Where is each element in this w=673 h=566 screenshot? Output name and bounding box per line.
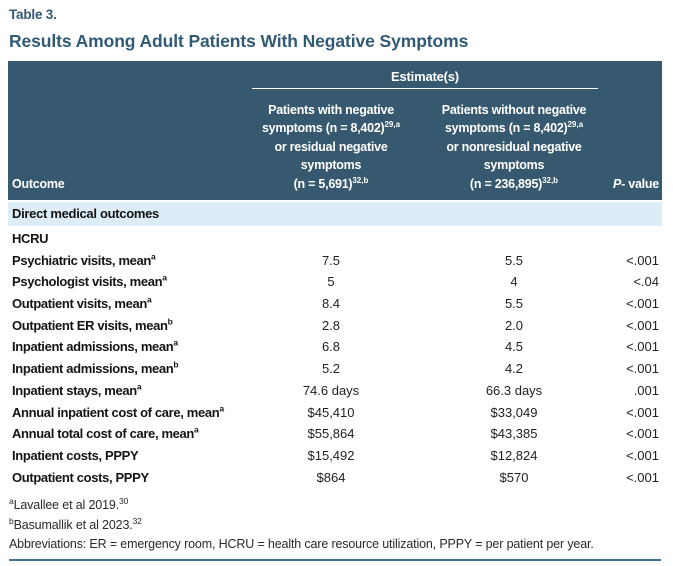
- outcome-cell: [8, 315, 238, 337]
- value-cell: 5.5: [504, 252, 524, 268]
- p-value-cell: <.001: [626, 469, 659, 485]
- outcome-label: Annual total cost of care, mean: [12, 426, 195, 442]
- table-row-outpatient-costs-pppy: [8, 467, 662, 489]
- table-row-outpatient-er-visits: [8, 315, 662, 337]
- p-value-cell: <.001: [626, 317, 659, 333]
- footnote-a: [9, 495, 662, 515]
- header-line: symptoms (n = 8,402): [261, 121, 385, 135]
- header-line: or residual negative: [274, 139, 388, 154]
- footnote-marker: a: [173, 338, 178, 349]
- header-line: symptoms: [483, 158, 545, 172]
- outcome-label: Outpatient ER visits, mean: [12, 317, 168, 333]
- p-value-cell: <.001: [626, 252, 659, 268]
- outcome-cell: [8, 271, 238, 293]
- citation-superscript: 30: [119, 496, 129, 507]
- header-line: or nonresidual negative: [446, 139, 582, 154]
- p-value-cell: <.001: [626, 426, 659, 442]
- footnote-text: Lavallee et al 2019.: [13, 498, 119, 513]
- table-row-outpatient-visits: [8, 293, 662, 315]
- outcome-cell: [8, 358, 238, 380]
- outcome-label: Psychologist visits, mean: [12, 274, 163, 290]
- table-row-inpatient-costs-pppy: [8, 445, 662, 467]
- table-row-inpatient-stays: [8, 380, 662, 402]
- value-cell: $15,492: [307, 447, 355, 463]
- footnote-text: Basumallik et al 2023.: [13, 518, 133, 533]
- footnote-marker: b: [9, 516, 14, 527]
- citation-superscript: 29,a: [567, 119, 584, 129]
- table-row-inpatient-admissions-b: [8, 358, 662, 380]
- footnote-b: [9, 515, 662, 535]
- table-body: [8, 226, 662, 488]
- value-cell: $864: [316, 469, 346, 485]
- results-table: [8, 61, 662, 488]
- value-cell: $45,410: [307, 404, 355, 420]
- value-cell: $43,385: [490, 426, 538, 442]
- outcome-cell: [8, 467, 238, 489]
- outcome-cell: [8, 336, 238, 358]
- table-row-annual-total-cost: [8, 423, 662, 445]
- p-value-cell: <.001: [626, 404, 659, 420]
- footnote-marker: a: [136, 381, 142, 392]
- outcome-cell: [8, 380, 238, 402]
- value-cell: 2.0: [504, 317, 524, 333]
- header-line: (n = 5,691): [293, 176, 353, 191]
- column-headers-row: [8, 89, 662, 200]
- column-header-with-negative-symptoms: [238, 101, 424, 194]
- value-cell: [238, 228, 424, 250]
- table-title: Results Among Adult Patients With Negative Symptoms: [9, 31, 469, 51]
- value-cell: 7.5: [321, 252, 341, 268]
- header-line: symptoms (n = 8,402): [444, 121, 568, 135]
- value-cell: 6.8: [321, 339, 341, 355]
- outcome-label: Outpatient visits, mean: [12, 296, 147, 312]
- citation-superscript: 32: [132, 516, 142, 527]
- value-cell: 4: [510, 274, 518, 290]
- footnotes: [9, 495, 662, 561]
- column-header-p-value: [604, 175, 662, 194]
- estimate-spanner-label: Estimate(s): [252, 69, 598, 89]
- abbreviations-line: Abbreviations: ER = emergency room, HCRU = health care resource utilization, PPPY = per patient per year.: [9, 535, 661, 561]
- outcome-label: Inpatient admissions, mean: [12, 339, 174, 355]
- value-cell: 4.2: [504, 361, 524, 377]
- p-value-rest: - value: [621, 176, 659, 191]
- column-header-without-negative-symptoms: [424, 101, 604, 194]
- citation-superscript: 32,b: [352, 175, 369, 185]
- estimate-spanner-row: [8, 61, 662, 89]
- value-cell: 5: [327, 274, 335, 290]
- outcome-cell: [8, 228, 238, 250]
- table-number-label: Table 3.: [9, 7, 57, 22]
- table-header: [8, 61, 662, 200]
- outcome-cell: [8, 402, 238, 424]
- outcome-cell: [8, 293, 238, 315]
- value-cell: 5.5: [504, 296, 524, 312]
- value-cell: 66.3 days: [485, 382, 543, 398]
- value-cell: 4.5: [504, 339, 524, 355]
- table-row-annual-inpatient-cost: [8, 402, 662, 424]
- footnote-marker: a: [194, 424, 199, 435]
- value-cell: 5.2: [321, 361, 341, 377]
- p-value-cell: .001: [633, 382, 659, 398]
- p-value-cell: <.001: [626, 296, 659, 312]
- header-line: (n = 236,895): [469, 176, 543, 191]
- footnote-marker: a: [162, 273, 167, 284]
- outcome-label: Inpatient stays, mean: [12, 382, 137, 398]
- outcome-cell: [8, 250, 238, 272]
- outcome-label: HCRU: [12, 231, 49, 246]
- p-value-cell: [604, 228, 662, 250]
- citation-superscript: 32,b: [542, 175, 559, 185]
- value-cell: 2.8: [321, 317, 341, 333]
- footnote-marker: a: [146, 294, 152, 305]
- header-line: Patients with negative: [268, 102, 394, 117]
- value-cell: $570: [499, 469, 529, 485]
- outcome-label: Outpatient costs, PPPY: [12, 469, 149, 485]
- p-value-cell: <.001: [626, 339, 659, 355]
- outcome-label: Inpatient costs, PPPY: [12, 447, 139, 463]
- table-row-psychiatric-visits: [8, 250, 662, 272]
- outcome-label: Inpatient admissions, mean: [12, 361, 174, 377]
- footnote-marker: a: [151, 251, 156, 262]
- p-value-cell: <.001: [626, 361, 659, 377]
- citation-superscript: 29,a: [384, 119, 401, 129]
- footnote-marker: b: [167, 316, 173, 327]
- table-row-inpatient-admissions-a: [8, 336, 662, 358]
- header-line: Patients without negative: [441, 102, 587, 117]
- value-cell: [424, 228, 604, 250]
- value-cell: 74.6 days: [302, 382, 360, 398]
- footnote-marker: b: [173, 359, 179, 370]
- outcome-label: Annual inpatient cost of care, mean: [12, 404, 220, 420]
- footnote-marker: a: [219, 403, 224, 414]
- column-header-outcome: Outcome: [12, 176, 65, 191]
- header-line: symptoms: [300, 158, 362, 172]
- value-cell: $33,049: [490, 404, 538, 420]
- outcome-label: Psychiatric visits, mean: [12, 252, 152, 268]
- p-value-italic-p: P: [613, 176, 622, 191]
- footnote-marker: a: [9, 496, 14, 507]
- value-cell: 8.4: [321, 296, 341, 312]
- p-value-cell: <.001: [626, 447, 659, 463]
- outcome-cell: [8, 445, 238, 467]
- table-row-psychologist-visits: [8, 271, 662, 293]
- table-row-hcru: [8, 228, 662, 250]
- outcome-cell: [8, 423, 238, 445]
- p-value-cell: <.04: [633, 274, 659, 290]
- section-header-direct-medical-outcomes: Direct medical outcomes: [8, 202, 662, 226]
- value-cell: $55,864: [307, 426, 355, 442]
- value-cell: $12,824: [490, 447, 538, 463]
